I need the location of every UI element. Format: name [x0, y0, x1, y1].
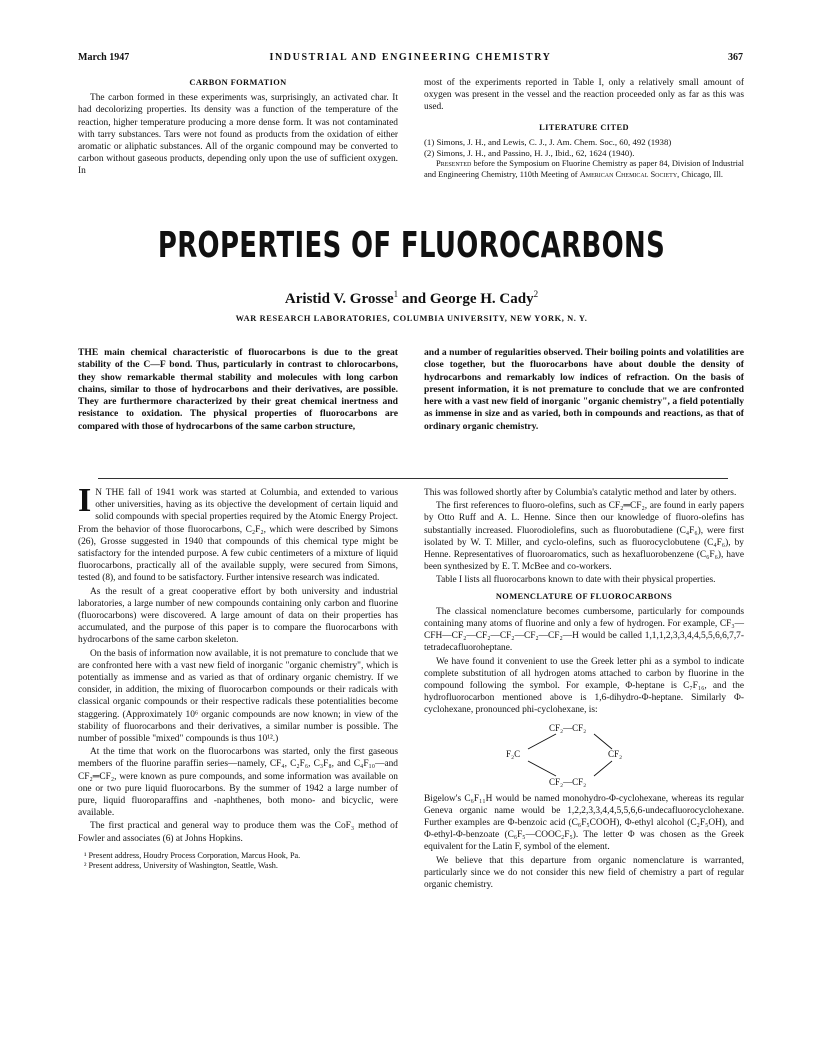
abstract-left: THE main chemical characteristic of fluorocarbons is due to the great stability of the C—F bond. Thus, particularly in contrast to chlorocarbons, they show remarkable thermal stability and molecules with long carbon chains, similar to those of hydrocarbons and their derivatives, are possible. They are furthermore characterized by their great chemical inertness and resistance to oxidation. The physical properties of fluorocarbons are compared with those of hydrocarbons of the same carbon structure, [78, 347, 398, 432]
carbon-formation-section [78, 77, 398, 179]
structure-left-label: F₂C [506, 748, 521, 759]
section-heading-carbon-formation: CARBON FORMATION [189, 78, 287, 87]
body-column-left [78, 482, 398, 872]
footnotes [78, 851, 398, 872]
reference-item: (2) Simons, J. H., and Passino, H. J., Ibid., 62, 1624 (1940). [424, 147, 635, 158]
author-name: Aristid V. Grosse [284, 291, 394, 307]
structure-top-label: CF₂—CF₂ [549, 722, 587, 733]
header-date: March 1947 [78, 52, 130, 63]
society-name: American Chemical Society [579, 169, 678, 179]
drop-cap: I [78, 482, 92, 519]
bond-line [528, 761, 556, 776]
intro-paragraph-text: N THE fall of 1941 work was started at Columbia, and extended to various other universities, having as its objective the development of certain liquid and solid compounds with special properties required by the Atomic Energy Project. From the behavior of those fluorocarbons, C₂F₂, which were described by Simons (26), Grosse suggested in 1940 that compounds of this chemical type might be satisfactory for the intended purpose. A few cubic centimeters of a mixture of liquid fluorocarbons, practically all of the available supply, were secured from Simons, tested (8), and found to be satisfactory. Further intensive research was indicated. [78, 488, 398, 584]
body-paragraph: As the result of a great cooperative effort by both university and industrial laboratories, a large number of new compounds containing only carbon and fluorine (fluorocarbons) were discovered. A large amount of data on their properties has accumulated, and the purpose of this paper is to compare the fluorocarbons with hydrocarbons of the same carbon skeleton. [78, 586, 398, 646]
bond-line [594, 734, 612, 749]
author-conjunction: and [398, 291, 430, 307]
footnote-item: ² Present address, University of Washington, Seattle, Wash. [84, 861, 278, 871]
body-paragraph: At the time that work on the fluorocarbons was started, only the first gaseous members of the fluorine paraffin series—namely, CF₄, C₂F₆, C₃F₈, and C₄F₁₀—and CF₂═CF₂, were known as pure compounds, and some information was available on one or two pure liquid fluorocarbons. By the summer of 1942 a large number of pure, liquid fluoroparaffins and -naphthenes, both mono- and bicyclic, were available. [78, 747, 398, 819]
body-paragraph: The first references to fluoro-olefins, such as CF₂═CF₂, are found in early papers by Otto Ruff and A. L. Henne. Since then our knowledge of fluoro-olefins has substantially increased. Fluorodiolefins, such as fluorobutadiene (C₄F₆), were first isolated by W. T. Miller, and cyclo-olefins, such as fluorocyclobutene (C₄F₆), by Henne. Representatives of fluoroaromatics, such as hexafluorobenzene (C₆F₆), have been synthesized by E. T. McBee and co-workers. [424, 501, 744, 573]
reference-list [424, 137, 744, 159]
footnote-item: ¹ Present address, Houdry Process Corporation, Marcus Hook, Pa. [84, 850, 301, 860]
intro-paragraph [78, 482, 398, 585]
body-paragraph: We have found it convenient to use the Greek letter phi as a symbol to indicate complete substitution of all hydrogen atoms attached to carbon by fluorine in the compound following the symbol. For example, Φ-heptane is C₇F₁₆, and the hydrofluorocarbon mentioned above is 1,6-dihydro-Φ-heptane. Similarly Φ-cyclohexane, pronounced phi-cyclohexane, is: [424, 656, 744, 716]
body-paragraph: On the basis of information now available, it is not premature to conclude that we are confronted here with a vast new field of inorganic "organic chemistry", which is potentially as immense and as varied as that of ordinary organic chemistry. If we consider, in addition, the mixing of fluorocarbon compounds or their radicals with classical organic compounds or their respective radicals these potentialities become staggering. (Approximately 10⁶ organic compounds are now known; in view of the stability of fluorocarbons and their derivatives, a similar number is possible. The number of possible "mixed" compounds is thus 10¹².) [78, 648, 398, 745]
body-paragraph: This was followed shortly after by Columbia's catalytic method and later by others. [424, 488, 737, 498]
body-paragraph: The classical nomenclature becomes cumbersome, particularly for compounds containing many atoms of fluorine and only a few of hydrogen. For example, CF₃—CFH—CF₂—CF₂—CF₂—CF₂—CF₂—H would be called 1,1,1,2,3,3,4,4,5,5,6,6,7,7-tetradecafluoroheptane. [424, 606, 744, 654]
bond-line [594, 761, 612, 776]
author-affiliation: WAR RESEARCH LABORATORIES, COLUMBIA UNIVERSITY, NEW YORK, N. Y. [235, 314, 588, 323]
previous-article-end [424, 77, 744, 181]
body-paragraph: We believe that this departure from organic nomenclature is warranted, particularly since we do not consider this new field of chemistry a part of regular organic chemistry. [424, 855, 744, 891]
article-title: PROPERTIES OF FLUOROCARBONS [157, 225, 666, 266]
header-journal-name: INDUSTRIAL AND ENGINEERING CHEMISTRY [269, 52, 552, 63]
reference-item: (1) Simons, J. H., and Lewis, C. J., J. Am. Chem. Soc., 60, 492 (1938) [424, 136, 672, 147]
presented-text: before the Symposium on Fluorine Chemistry as paper 84, Division of Industrial and Engineering Chemistry, 110th Meeting of [424, 158, 744, 179]
body-paragraph: The first practical and general way to produce them was the CoF₃ method of Fowler and associates (6) at Johns Hopkins. [78, 821, 398, 844]
header-page-number: 367 [728, 52, 743, 63]
carbon-formation-paragraph: The carbon formed in these experiments was, surprisingly, an activated char. It had decolorizing properties. Its density was a function of the temperature of the reaction, higher temperature producing a more dense form. It was not contaminated with tarry substances. Tars were not found as products from the oxidation of either aromatic or aliphatic substances. All of the organic compound may be converted to carbon without gaseous products, depending only upon the use of sufficient oxygen. In [78, 93, 398, 177]
abstract-right: and a number of regularities observed. Their boiling points and volatilities are close together, but the fluorocarbons have about double the density of hydrocarbons and remarkably low indices of refraction. On the basis of present information, it is not premature to conclude that we are confronted here with a vast new field of inorganic "organic chemistry", a field potentially as immense in size and as varied, both in compounds and reactions, as that of ordinary organic chemistry. [424, 347, 744, 432]
literature-cited-heading: LITERATURE CITED [539, 122, 629, 132]
body-paragraph: Bigelow's C₆F₁₁H would be named monohydro-Φ-cyclohexane, whereas its regular Geneva organic name would be 1,2,2,3,3,4,4,5,5,6,6-undecafluorocyclohexane. Further examples are Φ-benzoic acid (C₆F₅COOH), Φ-ethyl alcohol (C₂F₅OH), and Φ-ethyl-Φ-benzoate (C₆F₅—COOC₂F₅). The letter Φ was chosen as the Greek equivalent for the Latin F, symbol of the element. [424, 793, 744, 853]
bond-line [528, 734, 556, 749]
author-name: George H. Cady [429, 291, 534, 307]
cyclohexane-structure-diagram [504, 721, 644, 789]
body-paragraph: Table I lists all fluorocarbons known to date with their physical properties. [436, 575, 716, 586]
article-authors [0, 289, 823, 308]
structure-right-label: CF₂ [608, 748, 623, 759]
nomenclature-heading: NOMENCLATURE OF FLUOROCARBONS [495, 591, 673, 601]
section-divider [98, 478, 728, 479]
body-column-right [424, 487, 744, 892]
continued-paragraph: most of the experiments reported in Table I, only a relatively small amount of oxygen was present in the vessel and the reaction proceeded only as far as this was used. [424, 78, 744, 113]
page-header [78, 52, 743, 68]
structure-bottom-label: CF₂—CF₂ [549, 776, 587, 787]
footnote-marker: 2 [533, 289, 539, 299]
presented-place: , Chicago, Ill. [677, 169, 723, 179]
presentation-note [424, 159, 744, 181]
presented-label: Presented [436, 158, 472, 168]
footnote-marker: 1 [393, 289, 399, 299]
